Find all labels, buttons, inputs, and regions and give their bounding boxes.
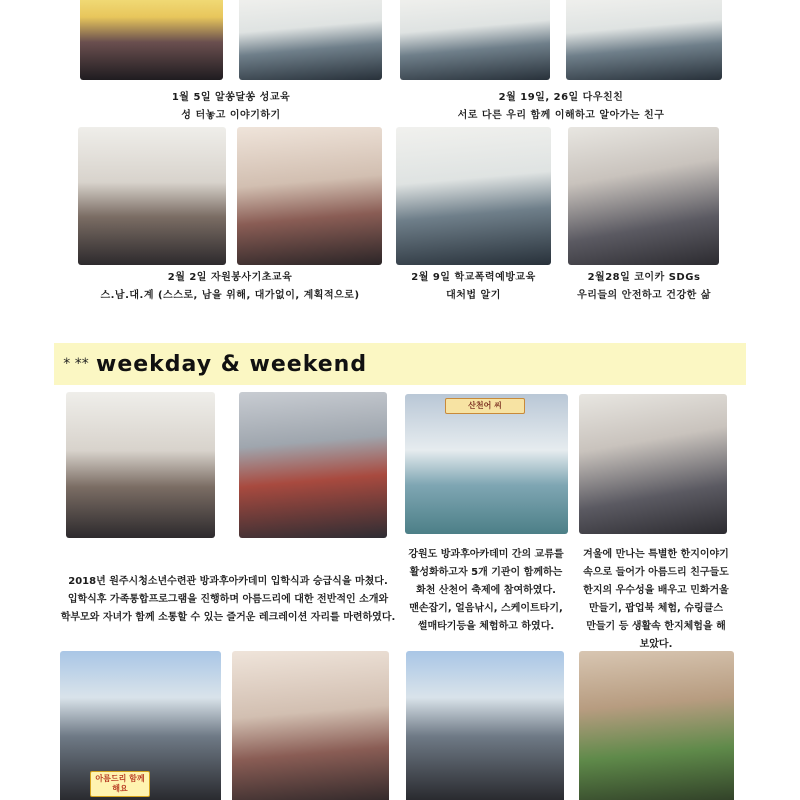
photo-group-mountain <box>60 651 221 800</box>
caption-volunteer: 2월 2일 자원봉사기초교육 스.남.대.계 (스스로, 남을 위해, 대가없이, 계획적으로) <box>100 272 360 301</box>
photo-entrance-ceremony <box>66 392 215 538</box>
photo-group-white-coats <box>406 651 564 800</box>
caption-sdgs: 2월28일 코이카 SDGs 우리들의 안전하고 건강한 삶 <box>577 272 711 301</box>
paragraph-hanji: 겨울에 만나는 특별한 한지이야기 속으로 들어가 아름드리 친구들도 한지의 우수성을 배우고 민화거울 만들기, 팝업북 체험, 슈링클스 만들기 등 생활속 한지체험을 해 보았다. <box>583 549 729 650</box>
group-banner: 아름드리 함께 해요 <box>90 771 150 797</box>
photo-sex-education-2 <box>239 0 382 80</box>
festival-sign: 산천어 씨 <box>445 398 525 414</box>
photo-hanji-experience <box>579 394 727 534</box>
photo-friends-class-2 <box>566 0 722 80</box>
photo-sex-education-1 <box>80 0 223 80</box>
section-banner <box>54 343 746 385</box>
photo-family-program <box>239 392 387 538</box>
photo-friends-class-1 <box>400 0 550 80</box>
photo-planting <box>579 651 734 800</box>
caption-sex-education: 1월 5일 알쏭달쏭 성교육 성 터놓고 이야기하기 <box>171 92 291 121</box>
paragraph-ice-festival: 강원도 방과후아카데미 간의 교류를 활성화하고자 5개 기관이 함께하는 화천 산천어 축제에 참여하였다. 맨손잡기, 얼음낚시, 스케이트타기, 썰매타기등을 체험하고 하였다. <box>408 549 564 632</box>
photo-ice-festival <box>405 394 568 534</box>
photo-volunteer-1 <box>78 127 226 265</box>
paragraph-entrance: 2018년 원주시청소년수련관 방과후아카데미 입학식과 승급식을 마쳤다. 입학식후 가족통합프로그램을 진행하며 아름드리에 대한 전반적인 소개와 학부모와 자녀가 함께 소통할 수 있는 즐거운 레크레이션 자리를 마련하였다. <box>60 576 396 623</box>
stars-icon: * ** <box>63 355 89 372</box>
caption-violence-prevention: 2월 9일 학교폭력예방교육 대처법 알기 <box>411 272 536 301</box>
photo-volunteer-2 <box>237 127 382 265</box>
section-title: weekday & weekend <box>96 351 368 377</box>
photo-sdgs <box>568 127 719 265</box>
caption-friends: 2월 19일, 26일 다우친친 서로 다른 우리 함께 이해하고 알아가는 친구 <box>457 92 665 121</box>
photo-crowd-festival <box>232 651 389 800</box>
photo-violence-prevention <box>396 127 551 265</box>
